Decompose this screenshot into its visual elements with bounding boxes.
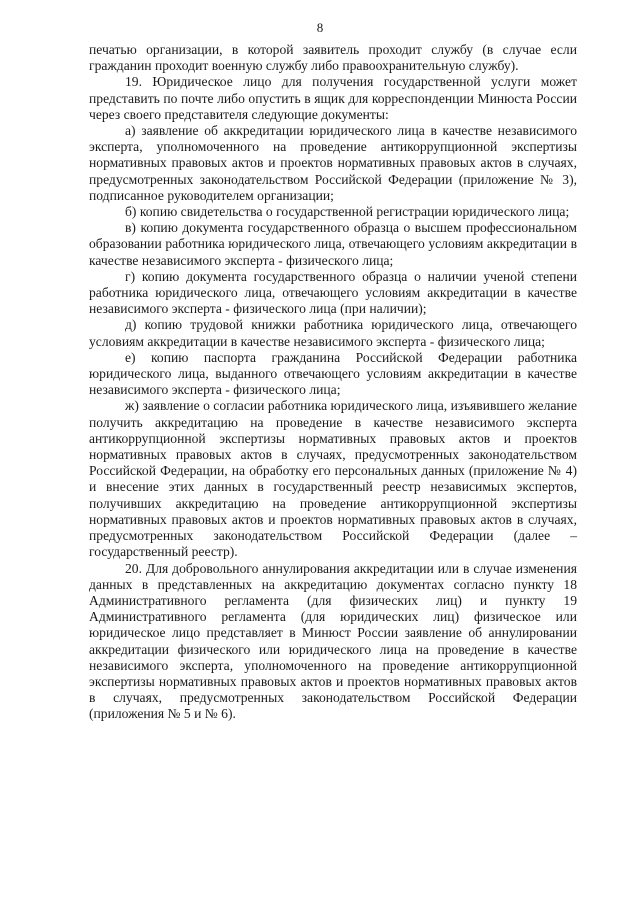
paragraph: е) копию паспорта гражданина Российской Федерации работника юридического лица, выданного отвечающего условиям аккредитации в качестве независимого эксперта - физического лица;: [89, 349, 577, 398]
paragraph: а) заявление об аккредитации юридического лица в качестве независимого эксперта, уполномоченного на проведение антикоррупционной экспертизы нормативных правовых актов и проектов нормативных правовых актов в случаях, предусмотренных законодательством Российской Федерации (приложение № 3), подписанное руководителем организации;: [89, 123, 577, 203]
paragraph: б) копию свидетельства о государственной регистрации юридического лица;: [125, 204, 570, 220]
paragraph: 20. Для добровольного аннулирования аккредитации или в случае изменения данных в представленных на аккредитацию документах согласно пункту 18 Административного регламента (для физических лиц) и пункту 19 Административного регламента (для юридических лиц) физическое или юридическое лицо представляет в Минюст России заявление об аннулировании аккредитации физического или юридического лица на проведение в качестве независимого эксперта, уполномоченного на проведение антикоррупционной экспертизы нормативных правовых актов и проектов нормативных правовых актов в случаях, предусмотренных законодательством Российской Федерации (приложения № 5 и № 6).: [89, 560, 577, 722]
paragraph: печатью организации, в которой заявитель проходит службу (в случае если гражданин проходит военную службу либо правоохранительную службу).: [89, 42, 577, 74]
page-number: 8: [316, 20, 324, 35]
paragraph: г) копию документа государственного образца о наличии ученой степени работника юридического лица, отвечающего условиям аккредитации в качестве независимого эксперта - физического лица (при наличии);: [89, 268, 577, 317]
paragraph: д) копию трудовой книжки работника юридического лица, отвечающего условиям аккредитации в качестве независимого эксперта - физического лица;: [89, 317, 577, 349]
paragraph: ж) заявление о согласии работника юридического лица, изъявившего желание получить аккредитацию на проведение в качестве независимого эксперта антикоррупционной экспертизы нормативных правовых актов и проектов нормативных правовых актов в случаях, предусмотренных законодательством Российской Федерации, на обработку его персональных данных (приложение № 4) и внесение этих данных в государственный реестр независимых экспертов, получивших аккредитацию на проведение антикоррупционной экспертизы нормативных правовых актов и проектов нормативных правовых актов в случаях, предусмотренных законодательством Российской Федерации (далее – государственный реестр).: [89, 398, 577, 560]
paragraph: 19. Юридическое лицо для получения государственной услуги может представить по почте либо опустить в ящик для корреспонденции Минюста России через своего представителя следующие документы:: [89, 74, 577, 122]
paragraph: в) копию документа государственного образца о высшем профессиональном образовании работника юридического лица, отвечающего условиям аккредитации в качестве независимого эксперта - физического лица;: [89, 220, 577, 268]
document-body: [89, 42, 577, 723]
